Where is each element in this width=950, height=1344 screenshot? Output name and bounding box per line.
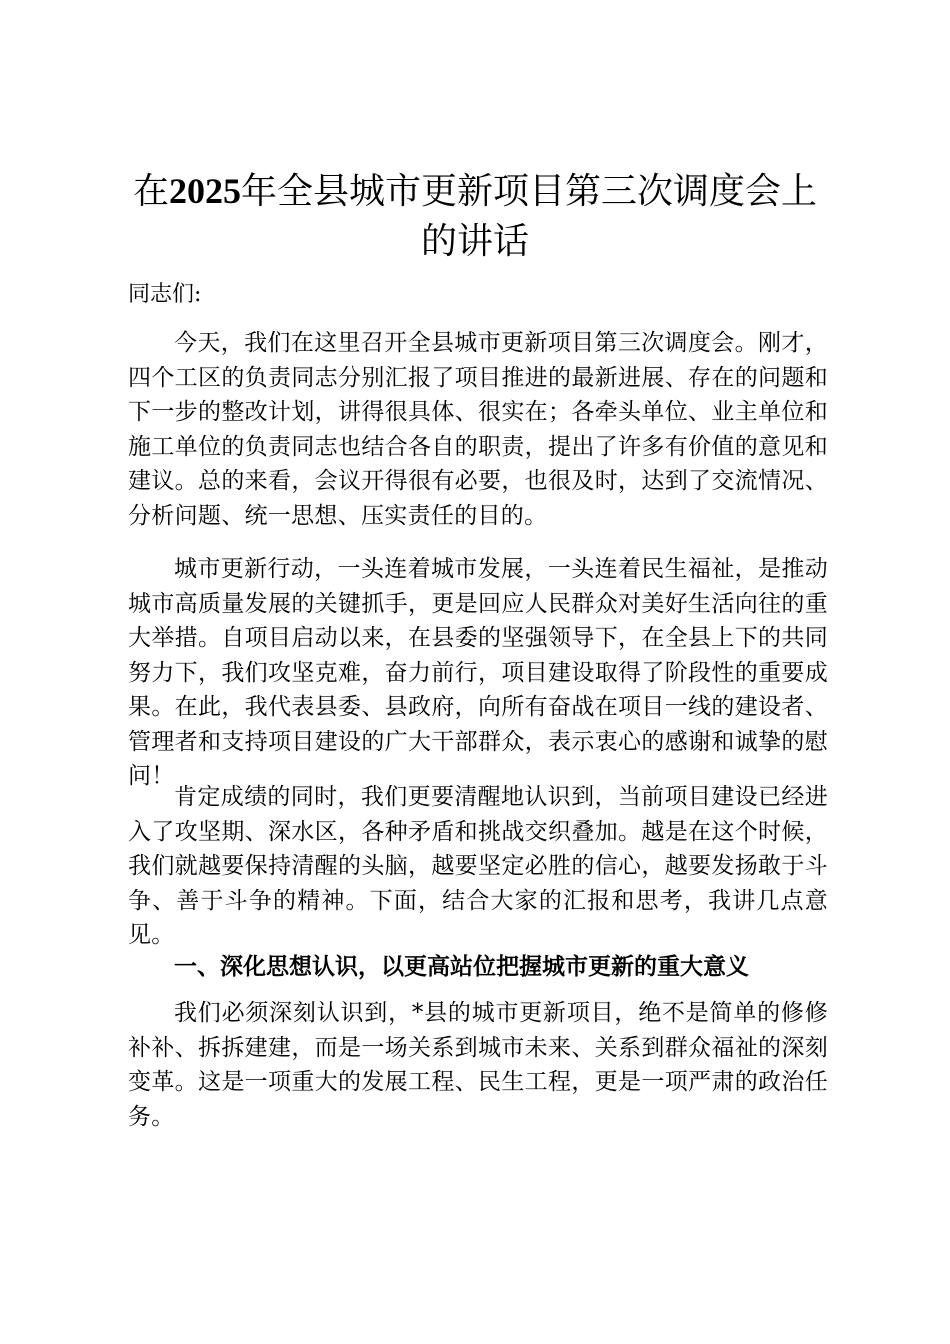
title-year: 2025 <box>169 171 241 211</box>
paragraph: 今天，我们在这里召开全县城市更新项目第三次调度会。刚才，四个工区的负责同志分别汇报了项目推进的最新进展、存在的问题和下一步的整改计划，讲得很具体、很实在；各牵头单位、业主单位和施工单位的负责同志也结合各自的职责，提出了许多有价值的意见和建议。总的来看，会议开得很有必要，也很及时，达到了交流情况、分析问题、统一思想、压实责任的目的。 <box>128 330 828 529</box>
section-paragraph: 我们必须深刻认识到，*县的城市更新项目，绝不是简单的修修补补、拆拆建建，而是一场关系到城市未来、关系到群众福祉的深刻变革。这是一项重大的发展工程、民生工程，更是一项严肃的政治任务。 <box>128 1000 828 1130</box>
title-suffix: 年全县城市更新项目第三次调度会上的讲话 <box>241 171 818 262</box>
title-prefix: 在 <box>132 171 169 212</box>
document-title <box>120 166 830 267</box>
section-heading: 一、深化思想认识，以更高站位把握城市更新的重大意义 <box>174 954 749 980</box>
paragraph: 城市更新行动，一头连着城市发展，一头连着民生福祉，是推动城市高质量发展的关键抓手，更是回应人民群众对美好生活向往的重大举措。自项目启动以来，在县委的坚强领导下，在全县上下的共同努力下，我们攻坚克难，奋力前行，项目建设取得了阶段性的重要成果。在此，我代表县委、县政府，向所有奋战在项目一线的建设者、管理者和支持项目建设的广大干部群众，表示衷心的感谢和诚挚的慰问！ <box>128 556 828 789</box>
greeting: 同志们: <box>128 282 202 307</box>
paragraph: 肯定成绩的同时，我们更要清醒地认识到，当前项目建设已经进入了攻坚期、深水区，各种矛盾和挑战交织叠加。越是在这个时候，我们就越要保持清醒的头脑，越要坚定必胜的信心，越要发扬敢于斗争、善于斗争的精神。下面，结合大家的汇报和思考，我讲几点意见。 <box>128 784 828 948</box>
